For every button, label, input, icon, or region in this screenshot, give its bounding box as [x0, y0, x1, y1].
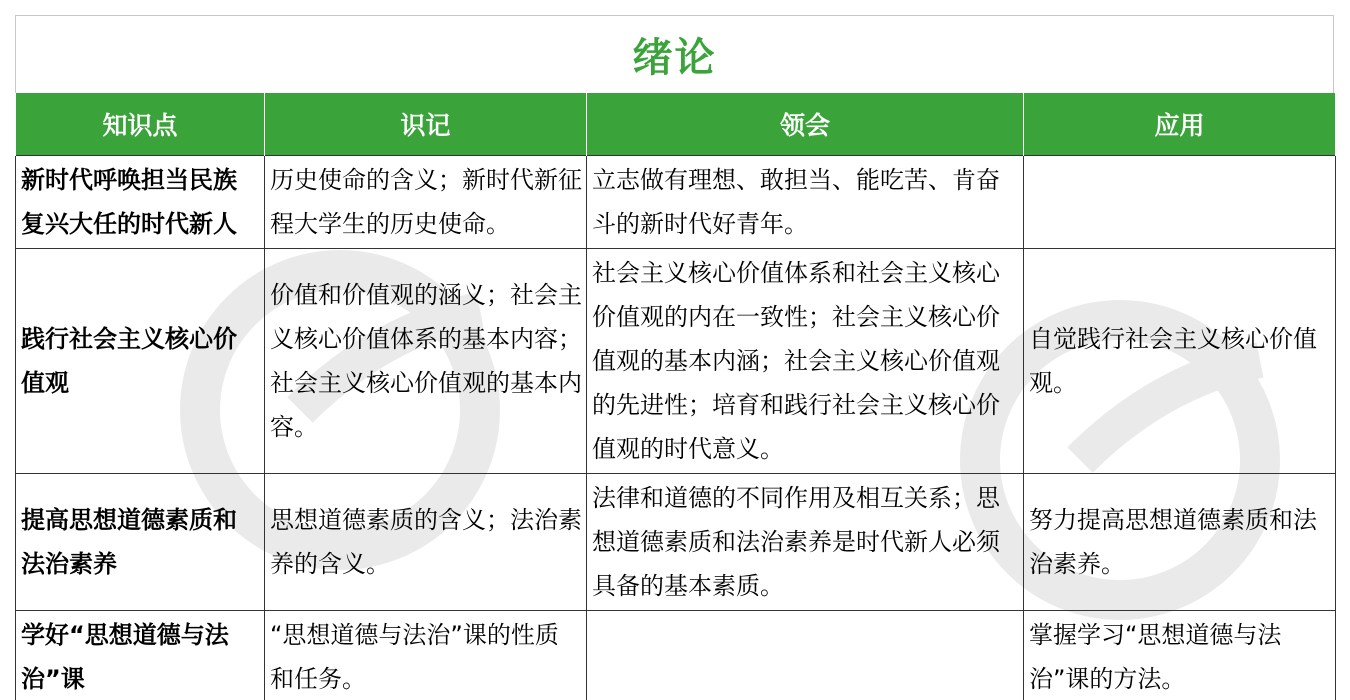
- topic-cell: 提高思想道德素质和法治素养: [16, 474, 265, 611]
- apply-cell: 自觉践行社会主义核心价值观。: [1024, 249, 1336, 474]
- apply-cell: [1024, 156, 1336, 249]
- table-row: [16, 474, 1336, 611]
- header-understand: 领会: [587, 93, 1024, 156]
- page-title: 绪论: [632, 35, 717, 81]
- header-topic: 知识点: [16, 93, 265, 156]
- syllabus-table: [15, 93, 1336, 700]
- header-recall: 识记: [265, 93, 587, 156]
- recall-cell: “思想道德与法治”课的性质和任务。: [265, 611, 587, 700]
- table-header-row: [16, 93, 1336, 156]
- recall-cell: 思想道德素质的含义；法治素养的含义。: [265, 474, 587, 611]
- table-row: [16, 611, 1336, 700]
- recall-cell: 历史使命的含义；新时代新征程大学生的历史使命。: [265, 156, 587, 249]
- table-row: [16, 249, 1336, 474]
- topic-cell: 践行社会主义核心价值观: [16, 249, 265, 474]
- understand-cell: 社会主义核心价值体系和社会主义核心价值观的内在一致性；社会主义核心价值观的基本内涵；社会主义核心价值观的先进性；培育和践行社会主义核心价值观的时代意义。: [587, 249, 1024, 474]
- understand-cell: 立志做有理想、敢担当、能吃苦、肯奋斗的新时代好青年。: [587, 156, 1024, 249]
- understand-cell: [587, 611, 1024, 700]
- topic-cell: 学好“思想道德与法治”课: [16, 611, 265, 700]
- recall-cell: 价值和价值观的涵义；社会主义核心价值体系的基本内容；社会主义核心价值观的基本内容。: [265, 249, 587, 474]
- apply-cell: 努力提高思想道德素质和法治素养。: [1024, 474, 1336, 611]
- topic-cell: 新时代呼唤担当民族复兴大任的时代新人: [16, 156, 265, 249]
- title-bar: [15, 15, 1334, 93]
- header-apply: 应用: [1024, 93, 1336, 156]
- understand-cell: 法律和道德的不同作用及相互关系；思想道德素质和法治素养是时代新人必须具备的基本素质。: [587, 474, 1024, 611]
- apply-cell: 掌握学习“思想道德与法治”课的方法。: [1024, 611, 1336, 700]
- table-row: [16, 156, 1336, 249]
